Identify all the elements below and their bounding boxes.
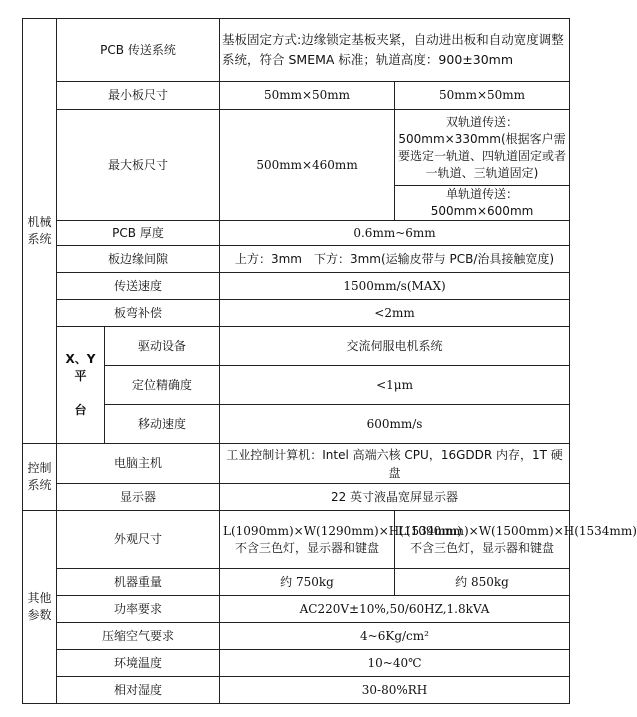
value-humidity: 30-80%RH bbox=[220, 677, 570, 704]
label-air: 压缩空气要求 bbox=[57, 623, 220, 650]
value-pcb-thickness: 0.6mm~6mm bbox=[220, 221, 570, 246]
value-min-board-left: 50mm×50mm bbox=[220, 82, 395, 110]
label-pcb-thickness: PCB 厚度 bbox=[57, 221, 220, 246]
value-xy-speed: 600mm/s bbox=[220, 405, 570, 444]
category-control-line2: 系统 bbox=[27, 478, 52, 492]
row-computer bbox=[23, 444, 570, 484]
value-warp-comp: <2mm bbox=[220, 300, 570, 327]
row-transfer-speed bbox=[23, 273, 570, 300]
row-dimensions bbox=[23, 511, 570, 569]
value-pcb-transfer: 基板固定方式:边缘锁定基板夹紧，自动进出板和自动宽度调整系统，符合 SMEMA 标准；轨道高度：900±30mm bbox=[220, 19, 570, 82]
value-min-board-right: 50mm×50mm bbox=[395, 82, 570, 110]
value-xy-drive: 交流伺服电机系统 bbox=[220, 327, 570, 366]
label-power: 功率要求 bbox=[57, 596, 220, 623]
value-max-board-dual: 双轨道传送：500mm×330mm(根据客户需要选定一轨道、四轨道固定或者一轨道、三轨道固定) bbox=[395, 110, 570, 186]
category-other-line1: 其他 bbox=[27, 591, 52, 605]
label-humidity: 相对湿度 bbox=[57, 677, 220, 704]
value-computer: 工业控制计算机：Intel 高端六核 CPU，16GDDR 内存，1T 硬盘 bbox=[220, 444, 570, 484]
value-display: 22 英寸液晶宽屏显示器 bbox=[220, 484, 570, 511]
category-other-line2: 参数 bbox=[27, 608, 52, 622]
row-humidity bbox=[23, 677, 570, 704]
value-max-board-left: 500mm×460mm bbox=[220, 110, 395, 221]
row-max-board bbox=[23, 110, 570, 186]
value-dimensions-left: L(1090mm)×W(1290mm)×H(1534mm)不含三色灯，显示器和键盘 bbox=[220, 511, 395, 569]
row-air bbox=[23, 623, 570, 650]
row-pcb-transfer bbox=[23, 19, 570, 82]
value-weight-left: 约 750kg bbox=[220, 569, 395, 596]
category-control-line1: 控制 bbox=[27, 461, 52, 475]
value-temperature: 10~40℃ bbox=[220, 650, 570, 677]
label-xy-drive: 驱动设备 bbox=[105, 327, 220, 366]
label-transfer-speed: 传送速度 bbox=[57, 273, 220, 300]
category-mechanical-line1: 机械 bbox=[27, 215, 52, 229]
label-warp-comp: 板弯补偿 bbox=[57, 300, 220, 327]
label-pcb-transfer: PCB 传送系统 bbox=[57, 19, 220, 82]
label-display: 显示器 bbox=[57, 484, 220, 511]
label-xy-platform-line1: X、Y 平 bbox=[65, 352, 96, 383]
label-xy-platform-line2: 台 bbox=[74, 403, 87, 417]
value-weight-right: 约 850kg bbox=[395, 569, 570, 596]
category-mechanical-line2: 系统 bbox=[27, 232, 52, 246]
row-temperature bbox=[23, 650, 570, 677]
row-xy-speed bbox=[23, 405, 570, 444]
label-min-board: 最小板尺寸 bbox=[57, 82, 220, 110]
row-weight bbox=[23, 569, 570, 596]
label-xy-precision: 定位精确度 bbox=[105, 366, 220, 405]
value-max-board-single: 单轨道传送：500mm×600mm bbox=[395, 186, 570, 221]
row-xy-precision bbox=[23, 366, 570, 405]
label-max-board: 最大板尺寸 bbox=[57, 110, 220, 221]
spec-table bbox=[22, 18, 637, 704]
row-pcb-thickness bbox=[23, 221, 570, 246]
label-xy-speed: 移动速度 bbox=[105, 405, 220, 444]
category-mechanical bbox=[23, 19, 57, 444]
value-xy-precision: <1μm bbox=[220, 366, 570, 405]
row-xy-drive bbox=[23, 327, 570, 366]
value-air: 4~6Kg/cm² bbox=[220, 623, 570, 650]
label-temperature: 环境温度 bbox=[57, 650, 220, 677]
value-transfer-speed: 1500mm/s(MAX) bbox=[220, 273, 570, 300]
row-warp-comp bbox=[23, 300, 570, 327]
category-control bbox=[23, 444, 57, 511]
value-power: AC220V±10%,50/60HZ,1.8kVA bbox=[220, 596, 570, 623]
row-edge-clearance bbox=[23, 246, 570, 273]
label-xy-platform bbox=[57, 327, 105, 444]
value-edge-clearance: 上方：3mm 下方：3mm(运输皮带与 PCB/治具接触宽度) bbox=[220, 246, 570, 273]
row-power bbox=[23, 596, 570, 623]
row-min-board bbox=[23, 82, 570, 110]
label-computer: 电脑主机 bbox=[57, 444, 220, 484]
row-display bbox=[23, 484, 570, 511]
label-edge-clearance: 板边缘间隙 bbox=[57, 246, 220, 273]
category-other bbox=[23, 511, 57, 704]
value-dimensions-right: L(1090mm)×W(1500mm)×H(1534mm)不含三色灯，显示器和键盘 bbox=[395, 511, 570, 569]
label-weight: 机器重量 bbox=[57, 569, 220, 596]
label-dimensions: 外观尺寸 bbox=[57, 511, 220, 569]
